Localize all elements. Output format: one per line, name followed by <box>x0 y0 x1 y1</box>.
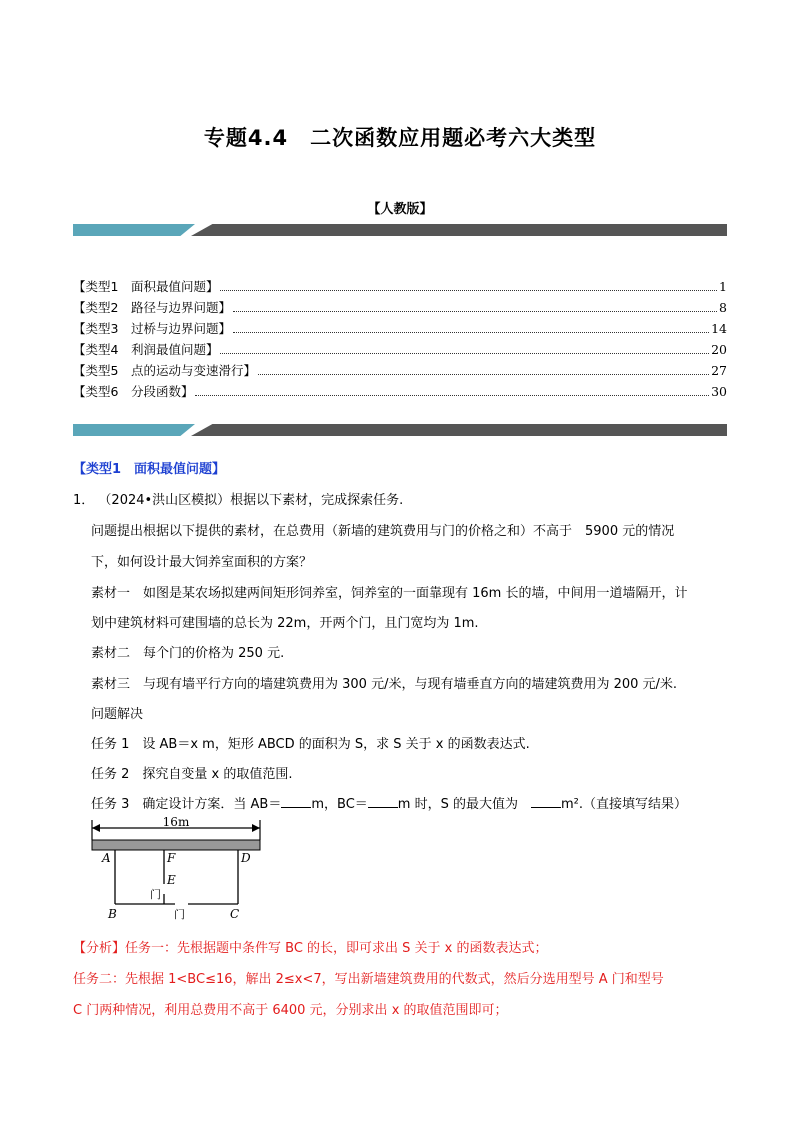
material-two: 素材二 每个门的价格为 250 元. <box>91 646 285 661</box>
toc-item-page: 14 <box>711 321 727 336</box>
toc-item-label: 【类型6 分段函数】 <box>73 384 194 399</box>
toc-item-page: 8 <box>719 300 727 315</box>
analysis-line: C 门两种情况，利用总费用不高于 6400 元，分别求出 x 的取值范围即可； <box>73 1003 508 1018</box>
toc-item-page: 1 <box>719 279 727 294</box>
task-one: 任务 1 设 AB＝x m，矩形 ABCD 的面积为 S，求 S 关于 x 的函数表达式. <box>91 737 530 752</box>
point-label-d: D <box>241 851 251 865</box>
section-heading: 【类型1 面积最值问题】 <box>73 462 226 477</box>
answer-blank-smax[interactable] <box>531 795 561 808</box>
door-label: 门 <box>150 888 161 901</box>
door-label: 门 <box>174 908 185 921</box>
wall-length-label: 16m <box>162 815 190 829</box>
point-label-f: F <box>167 851 176 865</box>
answer-blank-bc[interactable] <box>368 795 398 808</box>
point-label-c: C <box>230 907 240 921</box>
toc-item-label: 【类型1 面积最值问题】 <box>73 279 219 294</box>
figure-diagram <box>80 812 280 924</box>
toc-item-page: 27 <box>711 363 727 378</box>
toc-item-page: 30 <box>711 384 727 399</box>
problem-body <box>73 0 727 1132</box>
toc-item-label: 【类型3 过桥与边界问题】 <box>73 321 231 336</box>
task-three: 任务 3 确定设计方案．当 AB＝ m，BC＝ m 时，S 的最大值为 m².（直接填写结果） <box>91 797 687 812</box>
material-one-line: 划中建筑材料可建围墙的总长为 22m，开两个门，且门宽均为 1m. <box>91 616 479 631</box>
problem-number: 1． <box>73 493 95 508</box>
point-label-b: B <box>108 907 117 921</box>
material-one-line: 素材一 如图是某农场拟建两间矩形饲养室，饲养室的一面靠现有 16m 长的墙，中间用一道墙隔开，计 <box>91 586 688 601</box>
analysis-line: 【分析】任务一：先根据题中条件写 BC 的长，即可求出 S 关于 x 的函数表达式； <box>73 941 548 956</box>
problem-statement-line: 下，如何设计最大饲养室面积的方案？ <box>91 555 313 570</box>
point-label-e: E <box>167 873 176 887</box>
page-title: 专题4.4 二次函数应用题必考六大类型 <box>203 126 597 150</box>
arrow-right-icon <box>252 824 260 832</box>
toc-item-label: 【类型2 路径与边界问题】 <box>73 300 231 315</box>
analysis-line: 任务二：先根据 1<BC≤16，解出 2≤x<7，写出新墙建筑费用的代数式，然后分选用型号 A 门和型号 <box>73 972 664 987</box>
material-three: 素材三 与现有墙平行方向的墙建筑费用为 300 元/米，与现有墙垂直方向的墙建筑费用为 200 元/米. <box>91 677 678 692</box>
existing-wall <box>92 840 260 850</box>
task-two: 任务 2 探究自变量 x 的取值范围. <box>91 767 293 782</box>
toc-item-label: 【类型5 点的运动与变速滑行】 <box>73 363 256 378</box>
problem-statement-line: 问题提出根据以下提供的素材，在总费用（新墙的建筑费用与门的价格之和）不高于 5900 元的情况 <box>91 524 675 539</box>
problem-intro: （2024•洪山区模拟）根据以下素材，完成探索任务. <box>98 493 404 508</box>
toc-item-label: 【类型4 利润最值问题】 <box>73 342 219 357</box>
solve-heading: 问题解决 <box>91 707 144 722</box>
answer-blank-ab[interactable] <box>281 795 311 808</box>
edition-label: 【人教版】 <box>367 202 433 217</box>
arrow-left-icon <box>92 824 100 832</box>
toc-item-page: 20 <box>711 342 727 357</box>
point-label-a: A <box>102 851 111 865</box>
